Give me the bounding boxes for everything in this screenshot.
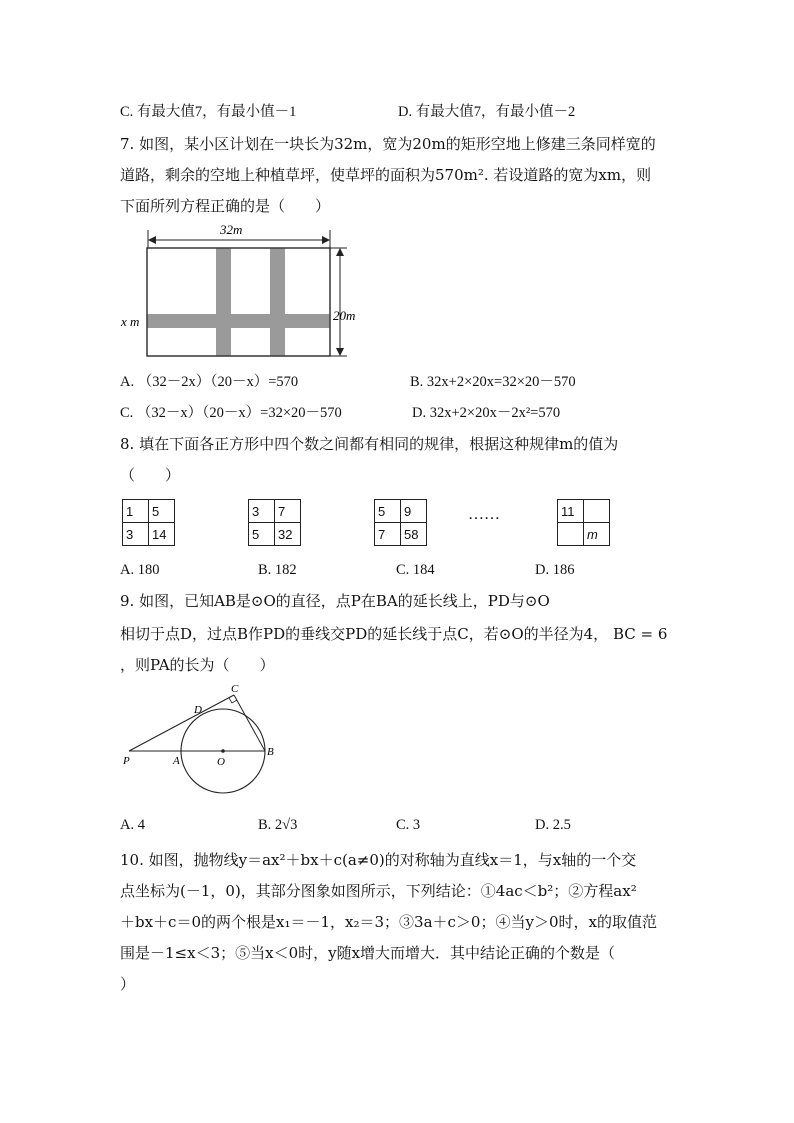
height-label: 20m xyxy=(333,308,356,323)
cell: 58 xyxy=(401,523,427,546)
q10-stem-line5: ） xyxy=(120,975,136,993)
cell: 7 xyxy=(275,500,301,523)
q8-option-a: A. 180 xyxy=(120,562,160,578)
cell: 7 xyxy=(375,523,401,546)
q10-stem-line1: 10. 如图，抛物线y＝ax²＋bx＋c(a≠0)的对称轴为直线x＝1，与x轴的一个交 xyxy=(120,851,637,869)
q7-option-a: A. （32－2x）（20－x）=570 xyxy=(120,374,299,390)
q6-option-c: C. 有最大值7，有最小值－1 xyxy=(120,104,297,120)
q9-stem-line2: 相切于点D，过点B作PD的垂线交PD的延长线于点C，若⊙O的半径为4， BC = 6 xyxy=(120,625,668,643)
q9-circle-figure xyxy=(115,678,285,803)
label-a: A xyxy=(173,755,180,767)
q7-option-d: D. 32x+2×20x－2x²=570 xyxy=(412,405,561,421)
q7-option-c: C. （32－x）（20－x）=32×20－570 xyxy=(120,405,342,421)
cell-m: m xyxy=(584,523,610,546)
label-b: B xyxy=(267,746,274,758)
number-square-4 xyxy=(557,499,610,546)
cell: 1 xyxy=(123,500,149,523)
number-square-2 xyxy=(248,499,301,546)
q8-option-c: C. 184 xyxy=(396,562,435,578)
cell xyxy=(558,523,584,546)
q8-option-d: D. 186 xyxy=(535,562,575,578)
road-width-label: x m xyxy=(121,314,140,329)
cell: 5 xyxy=(249,523,275,546)
cell: 3 xyxy=(123,523,149,546)
center-dot xyxy=(221,749,225,753)
q10-stem-line4: 围是－1≤x＜3；⑤当x＜0时，y随x增大而增大．其中结论正确的个数是（ xyxy=(120,944,616,962)
q6-option-d: D. 有最大值7，有最小值－2 xyxy=(398,104,576,120)
line-bc xyxy=(234,695,265,751)
width-label: 32m xyxy=(220,222,243,237)
q9-option-b: B. 2√3 xyxy=(258,817,298,833)
q7-stem-line1: 7. 如图，某小区计划在一块长为32m，宽为20m的矩形空地上修建三条同样宽的 xyxy=(120,135,656,153)
q9-stem-line3: ，则PA的长为（ ） xyxy=(120,656,275,674)
cell: 5 xyxy=(375,500,401,523)
field-rectangle xyxy=(147,248,330,356)
horizontal-road xyxy=(147,314,330,328)
q8-option-b: B. 182 xyxy=(258,562,297,578)
q8-stem-line1: 8. 填在下面各正方形中四个数之间都有相同的规律，根据这种规律m的值为 xyxy=(120,435,619,453)
cell: 11 xyxy=(558,500,584,523)
label-d: D xyxy=(194,704,202,716)
label-o: O xyxy=(217,756,225,768)
cell: 9 xyxy=(401,500,427,523)
number-square-1 xyxy=(122,499,175,546)
q7-option-b: B. 32x+2×20x=32×20－570 xyxy=(410,374,576,390)
q9-option-d: D. 2.5 xyxy=(535,817,571,833)
vertical-road-2 xyxy=(270,248,285,356)
q9-option-c: C. 3 xyxy=(396,817,421,833)
q7-stem-line3: 下面所列方程正确的是（ ） xyxy=(120,197,331,215)
label-p: P xyxy=(123,755,130,767)
ellipsis: …… xyxy=(468,506,500,523)
q7-road-figure xyxy=(115,220,365,370)
cell: 14 xyxy=(149,523,175,546)
cell xyxy=(584,500,610,523)
q10-stem-line3: ＋bx＋c＝0的两个根是x₁＝－1，x₂＝3；③3a＋c＞0；④当y＞0时，x的取值范 xyxy=(120,913,657,931)
vertical-road-1 xyxy=(216,248,231,356)
q7-stem-line2: 道路，剩余的空地上种植草坪，使草坪的面积为570m². 若设道路的宽为xm，则 xyxy=(120,166,652,184)
q8-stem-line2: （ ） xyxy=(120,466,181,484)
q10-stem-line2: 点坐标为(－1，0)，其部分图象如图所示，下列结论：①4ac＜b²；②方程ax² xyxy=(120,882,637,900)
cell: 3 xyxy=(249,500,275,523)
number-square-3 xyxy=(374,499,427,546)
label-c: C xyxy=(231,683,239,695)
cell: 32 xyxy=(275,523,301,546)
q9-stem-line1: 9. 如图，已知AB是⊙O的直径，点P在BA的延长线上，PD与⊙O xyxy=(120,592,550,610)
q9-option-a: A. 4 xyxy=(120,817,145,833)
cell: 5 xyxy=(149,500,175,523)
